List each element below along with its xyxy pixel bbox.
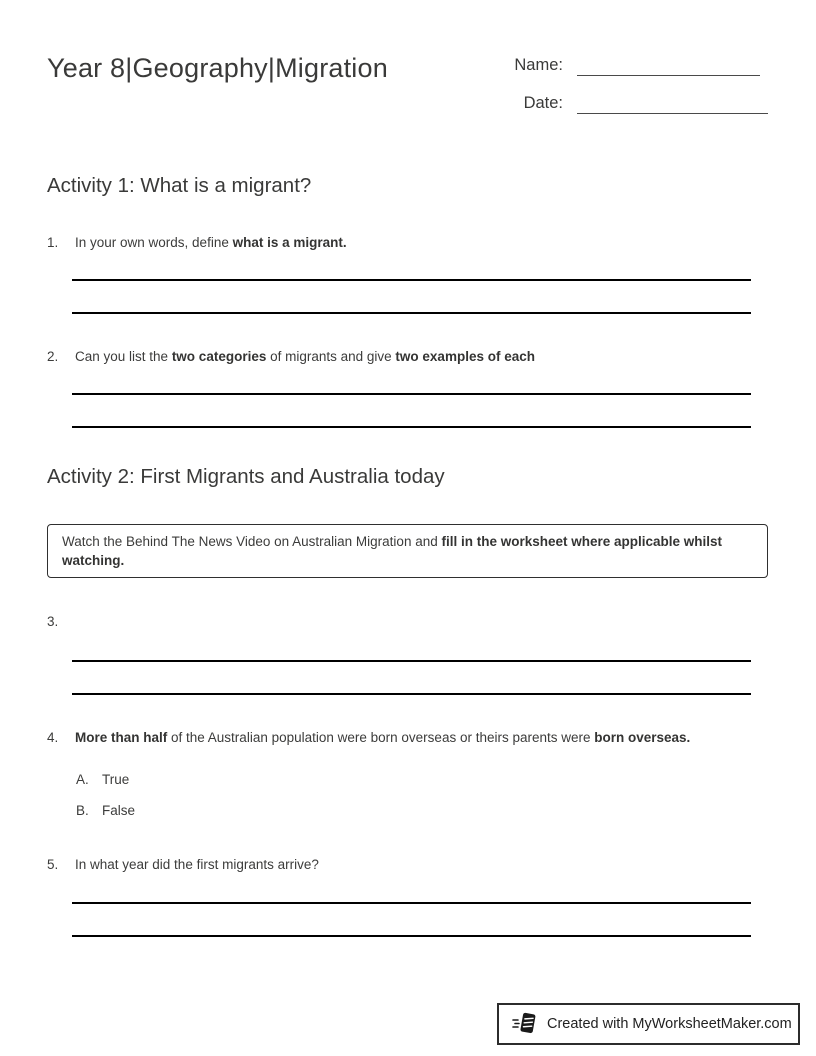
activity-2-section: [47, 463, 768, 937]
question-5-number: 5.: [47, 857, 59, 872]
question-4-options: [76, 772, 768, 819]
question-5-text: In what year did the first migrants arrive?: [75, 857, 319, 872]
name-label: Name:: [514, 56, 563, 74]
question-2-answer-area: [72, 367, 751, 428]
question-2-number: 2.: [47, 349, 59, 364]
answer-line: [72, 253, 751, 281]
date-label: Date:: [523, 94, 563, 112]
credit-badge: [497, 1003, 800, 1045]
question-3-answer-area: [72, 632, 751, 695]
date-blank-line: [577, 92, 768, 114]
answer-line: [72, 367, 751, 395]
question-2: [47, 347, 768, 367]
activity-1-heading: Activity 1: What is a migrant?: [47, 174, 312, 197]
option-true-label: True: [102, 772, 130, 787]
question-5-answer-area: [72, 875, 751, 937]
name-field-row: [485, 52, 768, 76]
question-4-number: 4.: [47, 730, 59, 745]
myworksheetmaker-logo-icon: [511, 1010, 539, 1038]
question-1: [47, 233, 768, 253]
name-blank-line: [577, 54, 760, 76]
instruction-box: [47, 524, 768, 578]
option-false-label: False: [102, 803, 136, 818]
question-5: [47, 855, 768, 875]
answer-line: [72, 395, 751, 428]
question-1-number: 1.: [47, 235, 59, 250]
answer-line: [72, 904, 751, 937]
question-4-text: More than half of the Australian population were born overseas or theirs parents were born overseas.: [75, 730, 691, 745]
question-2-text: Can you list the two categories of migrants and give two examples of each: [75, 349, 535, 364]
activity-2-heading: Activity 2: First Migrants and Australia today: [47, 465, 445, 488]
answer-line: [72, 632, 751, 662]
name-date-block: [485, 50, 768, 128]
instruction-text: Watch the Behind The News Video on Australian Migration and fill in the worksheet where applicable whilst watching.: [62, 534, 723, 568]
answer-line: [72, 281, 751, 314]
question-3: [47, 612, 768, 632]
option-true-letter: A.: [76, 772, 89, 787]
option-false: [76, 803, 768, 819]
question-3-number: 3.: [47, 614, 59, 629]
header: [47, 50, 768, 120]
answer-line: [72, 662, 751, 695]
activity-1-section: [47, 172, 768, 428]
credit-text: Created with MyWorksheetMaker.com: [547, 1016, 792, 1032]
date-field-row: [485, 90, 768, 114]
question-4: [47, 728, 768, 748]
question-1-answer-area: [72, 253, 751, 314]
option-false-letter: B.: [76, 803, 89, 818]
answer-line: [72, 875, 751, 904]
page-title: Year 8|Geography|Migration: [47, 53, 388, 83]
question-1-text: In your own words, define what is a migrant.: [75, 235, 347, 250]
option-true: [76, 772, 768, 788]
